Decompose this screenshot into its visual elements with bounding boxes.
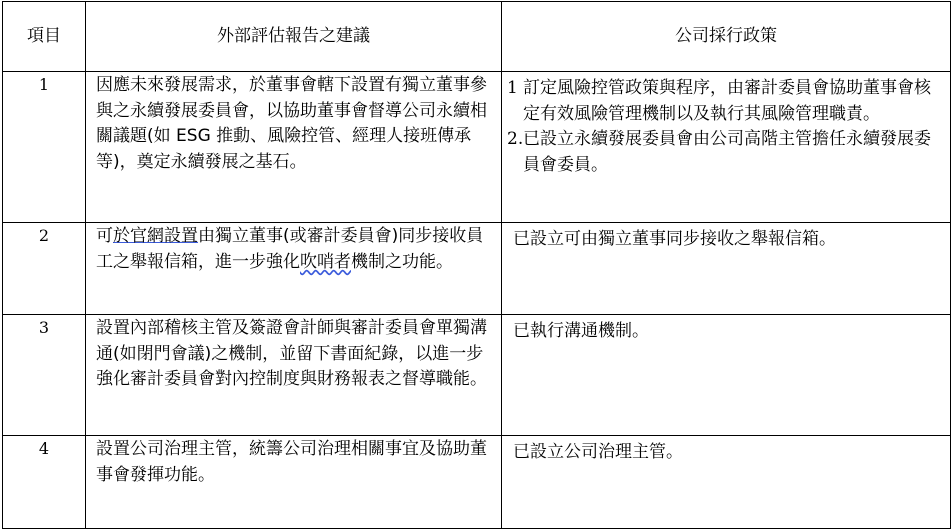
spellcheck-underlined-text: 吹哨者 — [300, 251, 351, 272]
row-number: 1 — [3, 72, 86, 223]
policy-list-item — [507, 76, 944, 127]
policy-item-text: 已設立永續發展委員會由公司高階主管擔任永續發展委員會委員。 — [523, 129, 931, 175]
policy-cell: 已設立公司治理主管。 — [502, 436, 951, 529]
table-row — [3, 72, 951, 223]
row-number: 2 — [3, 223, 86, 315]
policy-item-number: 2. — [507, 129, 524, 149]
header-item: 項目 — [3, 2, 86, 72]
table-header-row — [3, 2, 951, 72]
header-policy: 公司採行政策 — [502, 2, 951, 72]
table-row — [3, 223, 951, 315]
recommendation-cell: 設置內部稽核主管及簽證會計師與審計委員會單獨溝通(如閉門會議)之機制，並留下書面紀錄，以進一步強化審計委員會對內控制度與財務報表之督導職能。 — [86, 315, 502, 436]
table-row — [3, 315, 951, 436]
policy-cell: 已執行溝通機制。 — [502, 315, 951, 436]
rec-text: 機制之功能。 — [351, 251, 453, 272]
row-number: 3 — [3, 315, 86, 436]
header-recommendation: 外部評估報告之建議 — [86, 2, 502, 72]
row-number: 4 — [3, 436, 86, 529]
policy-list-item — [507, 127, 944, 178]
policy-cell: 已設立可由獨立董事同步接收之舉報信箱。 — [502, 223, 951, 315]
underlined-text: 於官網設置 — [113, 226, 198, 246]
policy-item-number: 1 — [507, 78, 518, 98]
table-row — [3, 436, 951, 529]
policy-item-text: 訂定風險控管政策與程序，由審計委員會協助董事會核定有效風險管理機制以及執行其風險管理職責。 — [523, 78, 931, 124]
rec-text: 由獨立董事(或審計委員會)同步接收員工之舉報信箱，進一步強化 — [96, 226, 484, 272]
policy-cell — [502, 72, 951, 223]
recommendation-cell: 設置公司治理主管，統籌公司治理相關事宜及協助董事會發揮功能。 — [86, 436, 502, 529]
recommendation-cell — [86, 223, 502, 315]
rec-text: 可 — [96, 226, 113, 246]
recommendation-cell: 因應未來發展需求，於董事會轄下設置有獨立董事參與之永續發展委員會，以協助董事會督導公司永續相關議題(如 ESG 推動、風險控管、經理人接班傳承等)，奠定永續發展之基石。 — [86, 72, 502, 223]
evaluation-table — [2, 1, 951, 529]
